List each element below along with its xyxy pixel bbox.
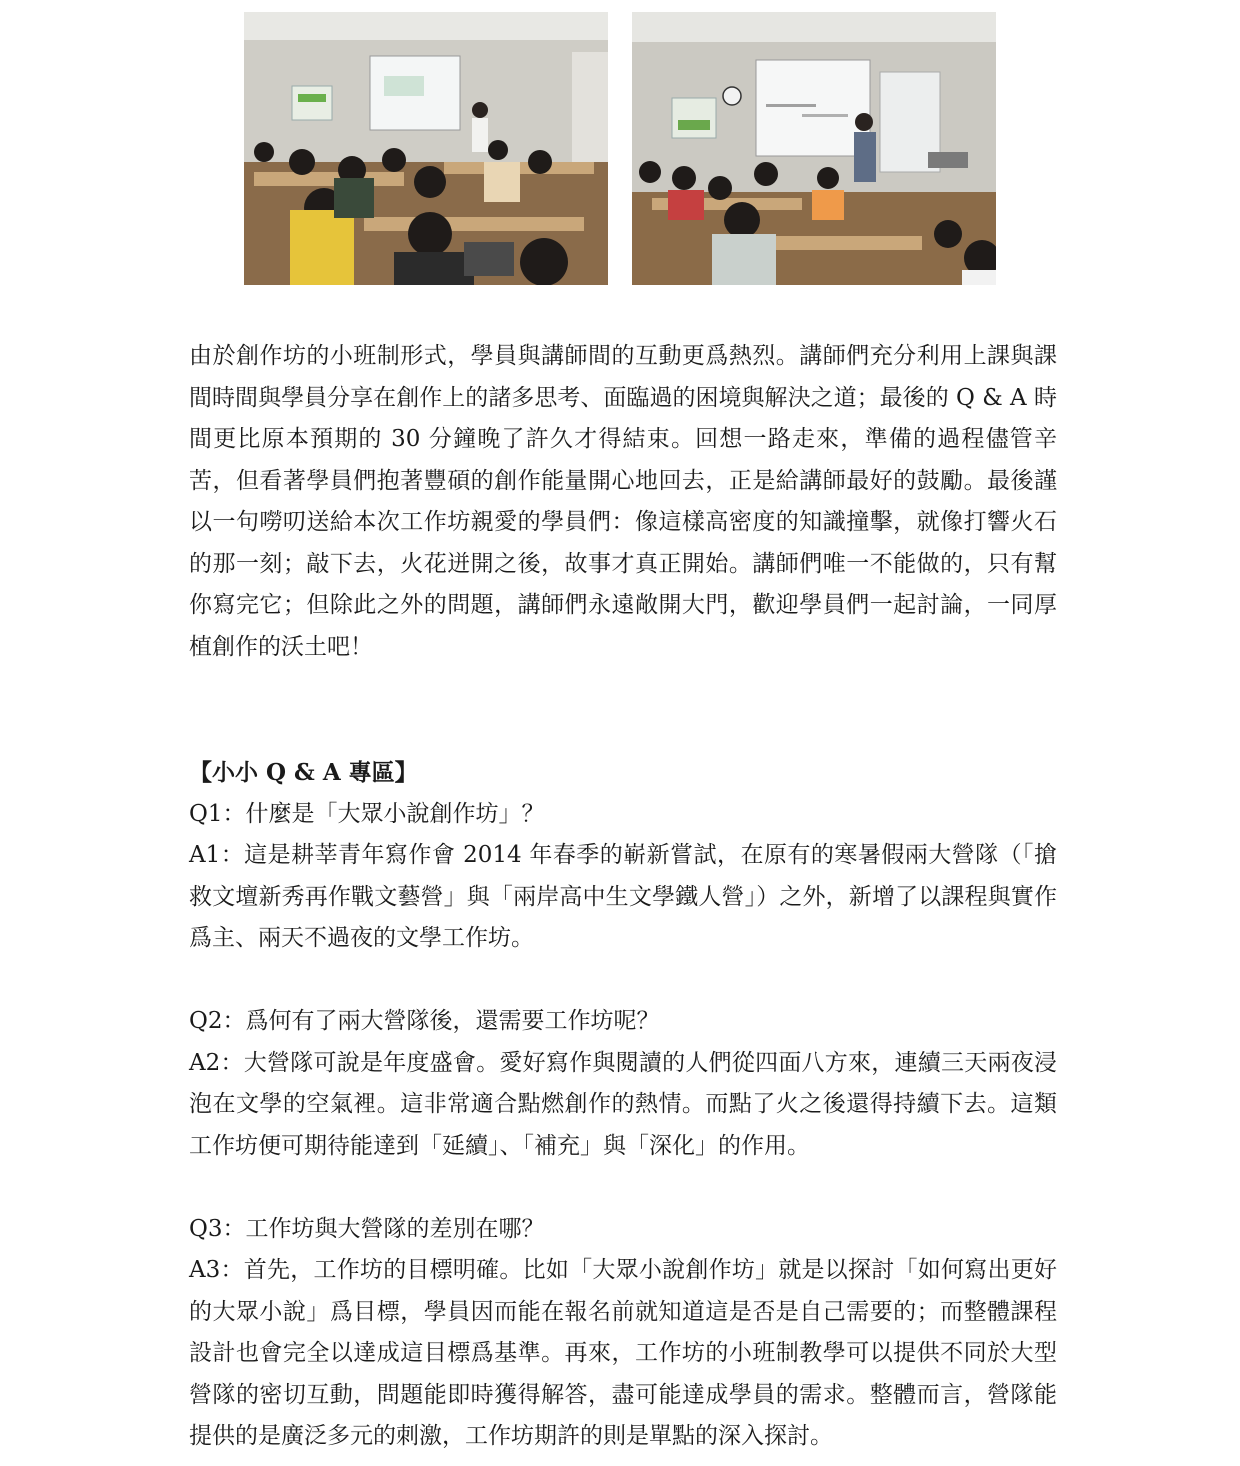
classroom-photo-icon [632,12,996,285]
qa-question: Q2：爲何有了兩大營隊後，還需要工作坊呢？ [189,1008,660,1034]
qa-item-1 [189,794,1057,960]
qa-question: Q3：工作坊與大營隊的差別在哪？ [189,1215,545,1242]
intro-section [189,336,1057,668]
qa-heading: 【小小 Q & A 專區】 [189,759,418,786]
qa-answer: A2：大營隊可說是年度盛會。愛好寫作與閱讀的人們從四面八方來，連續三天兩夜浸泡在文學的空氣裡。這非常適合點燃創作的熱情。而點了火之後還得持續下去。這類工作坊便可期待能達到「延續」、「補充」與「深化」的作用。 [189,1049,1057,1159]
qa-section [189,752,1057,1458]
qa-question: Q1：什麼是「大眾小說創作坊」？ [189,800,545,827]
classroom-photo-right [632,12,996,285]
qa-item-2 [189,1001,1057,1167]
qa-answer: A3：首先，工作坊的目標明確。比如「大眾小說創作坊」就是以探討「如何寫出更好的大眾小說」爲目標，學員因而能在報名前就知道這是否是自己需要的；而整體課程設計也會完全以達成這目標爲基準。再來，工作坊的小班制教學可以提供不同於大型營隊的密切互動，問題能即時獲得解答，盡可能達成學員的需求。整體而言，營隊能提供的是廣泛多元的刺激，工作坊期許的則是單點的深入探討。 [189,1257,1057,1449]
qa-answer: A1：這是耕莘青年寫作會 2014 年春季的嶄新嘗試，在原有的寒暑假兩大營隊（「搶救文壇新秀再作戰文藝營」與「兩岸高中生文學鐵人營」）之外，新增了以課程與實作爲主、兩天不過夜的文學工作坊。 [189,842,1057,951]
classroom-photo-left [244,12,608,285]
intro-paragraph: 由於創作坊的小班制形式，學員與講師間的互動更爲熱烈。講師們充分利用上課與課間時間與學員分享在創作上的諸多思考、面臨過的困境與解決之道；最後的 Q & A 時間更比原本預期的 30 分鐘晚了許久才得結束。回想一路走來，準備的過程儘管辛苦，但看著學員們抱著豐碩的創作能量開心地回去，正是給講師最好的鼓勵。最後謹以一句嘮叨送給本次工作坊親愛的學員們：像這樣高密度的知識撞擊，就像打響火石的那一刻；敲下去，火花迸開之後，故事才真正開始。講師們唯一不能做的，只有幫你寫完它；但除此之外的問題，講師們永遠敞開大門，歡迎學員們一起討論，一同厚植創作的沃土吧！ [189,343,1057,660]
classroom-photo-icon [244,12,608,285]
qa-item-3 [189,1209,1057,1458]
